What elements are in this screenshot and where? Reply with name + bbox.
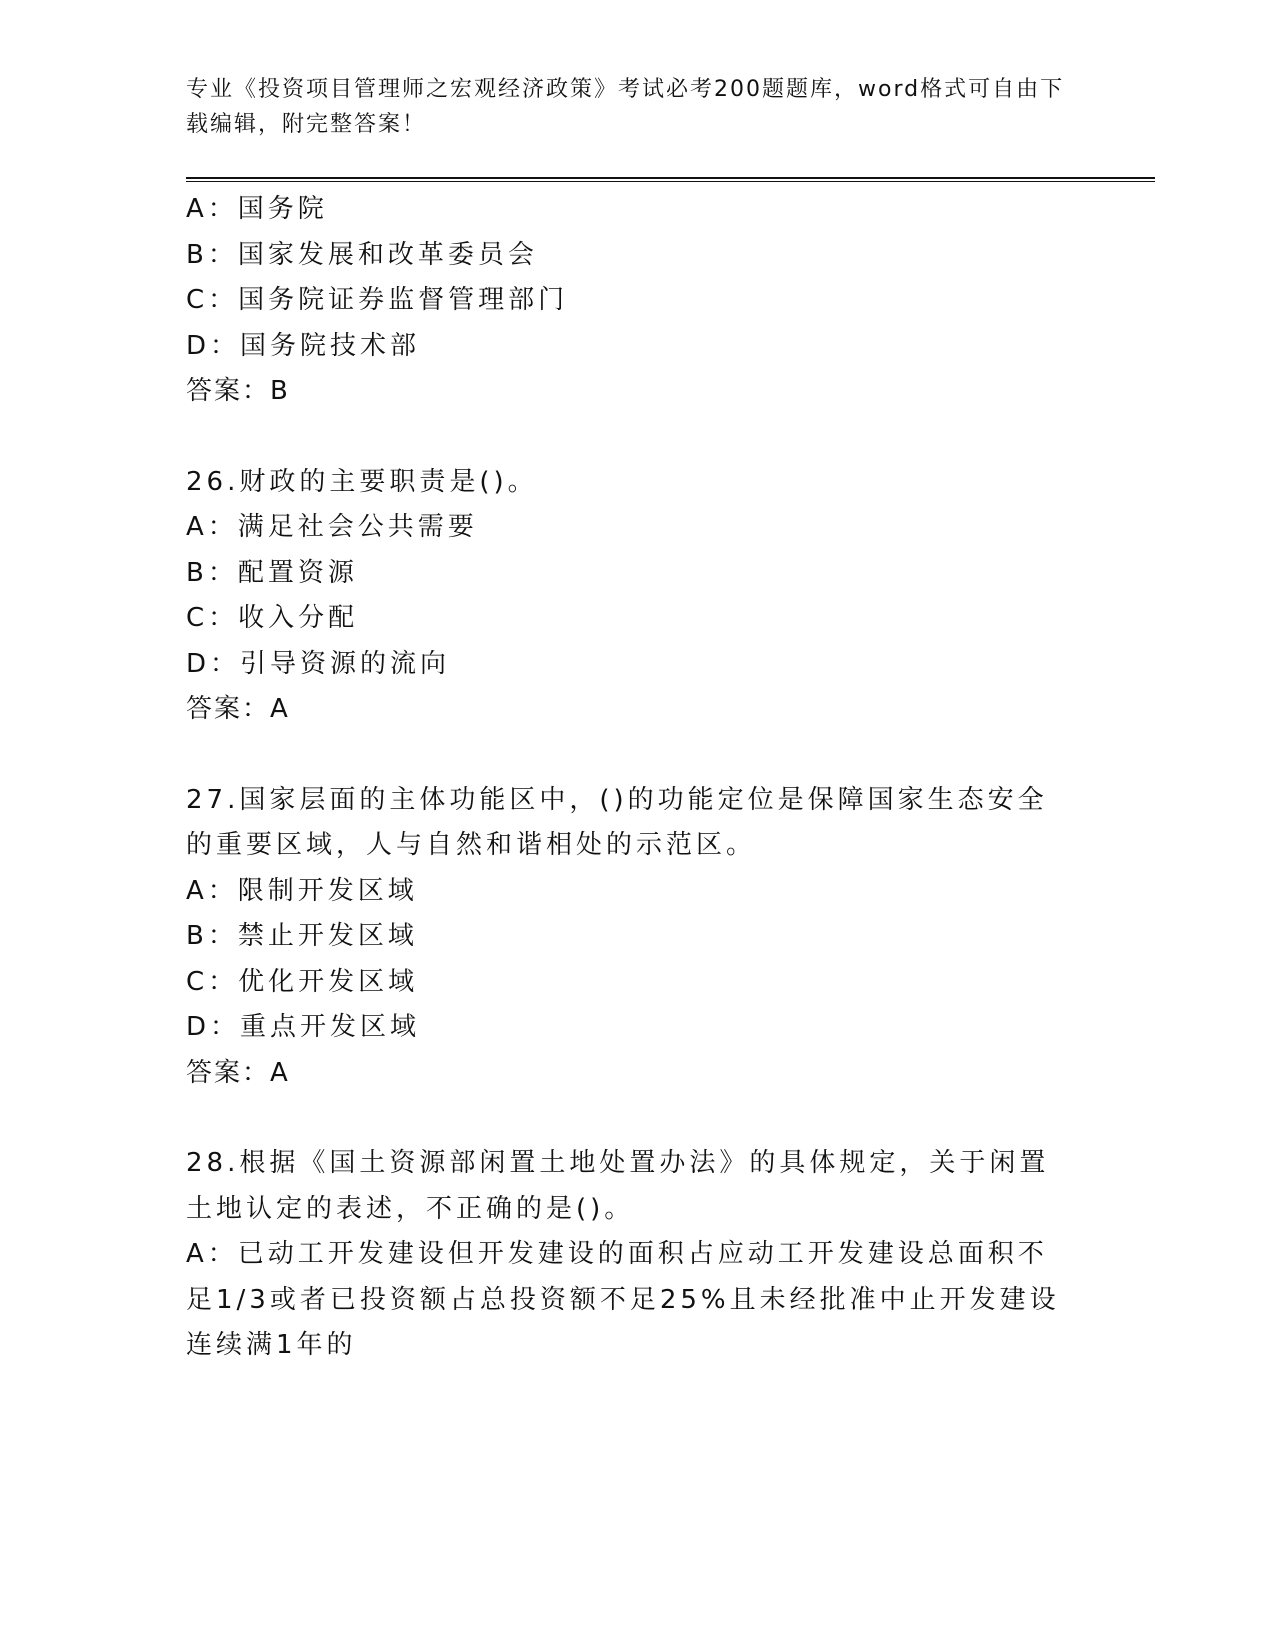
answer-text: 答案：B [186, 376, 290, 406]
question-block-25 [186, 187, 1086, 415]
question-block-27 [186, 778, 1086, 1097]
header-divider [186, 177, 1155, 182]
answer-text: 答案：A [186, 1057, 290, 1088]
option-d: D：引导资源的流向 [186, 648, 451, 679]
question-block-26 [186, 460, 1086, 733]
option-a: A：已动工开发建设但开发建设的面积占应动工开发建设总面积不足1/3或者已投资额占总投资额不足25%且未经批准中止开发建设连续满1年的 [186, 1239, 1060, 1360]
question-text: 28.根据《国土资源部闲置土地处置办法》的具体规定，关于闲置土地认定的表述，不正确的是()。 [186, 1148, 1050, 1224]
question-block-28 [186, 1141, 1086, 1369]
option-c: C：国务院证券监督管理部门 [186, 285, 569, 315]
option-c: C：优化开发区域 [186, 966, 419, 997]
option-d: D：重点开发区域 [186, 1012, 421, 1042]
option-a: A：国务院 [186, 194, 328, 224]
option-b: B：配置资源 [186, 557, 358, 588]
option-a: A：限制开发区域 [186, 875, 418, 906]
question-text: 26.财政的主要职责是()。 [186, 466, 538, 497]
question-text: 27.国家层面的主体功能区中，()的功能定位是保障国家生态安全的重要区域，人与自然和谐相处的示范区。 [186, 784, 1048, 860]
option-a: A：满足社会公共需要 [186, 512, 478, 542]
option-c: C：收入分配 [186, 603, 359, 633]
question-list [186, 187, 1086, 1369]
option-b: B：国家发展和改革委员会 [186, 239, 538, 270]
option-b: B：禁止开发区域 [186, 921, 418, 951]
option-d: D：国务院技术部 [186, 330, 421, 361]
answer-text: 答案：A [186, 694, 290, 724]
document-header: 专业《投资项目管理师之宏观经济政策》考试必考200题题库，word格式可自由下载编辑，附完整答案！ [186, 77, 1065, 137]
